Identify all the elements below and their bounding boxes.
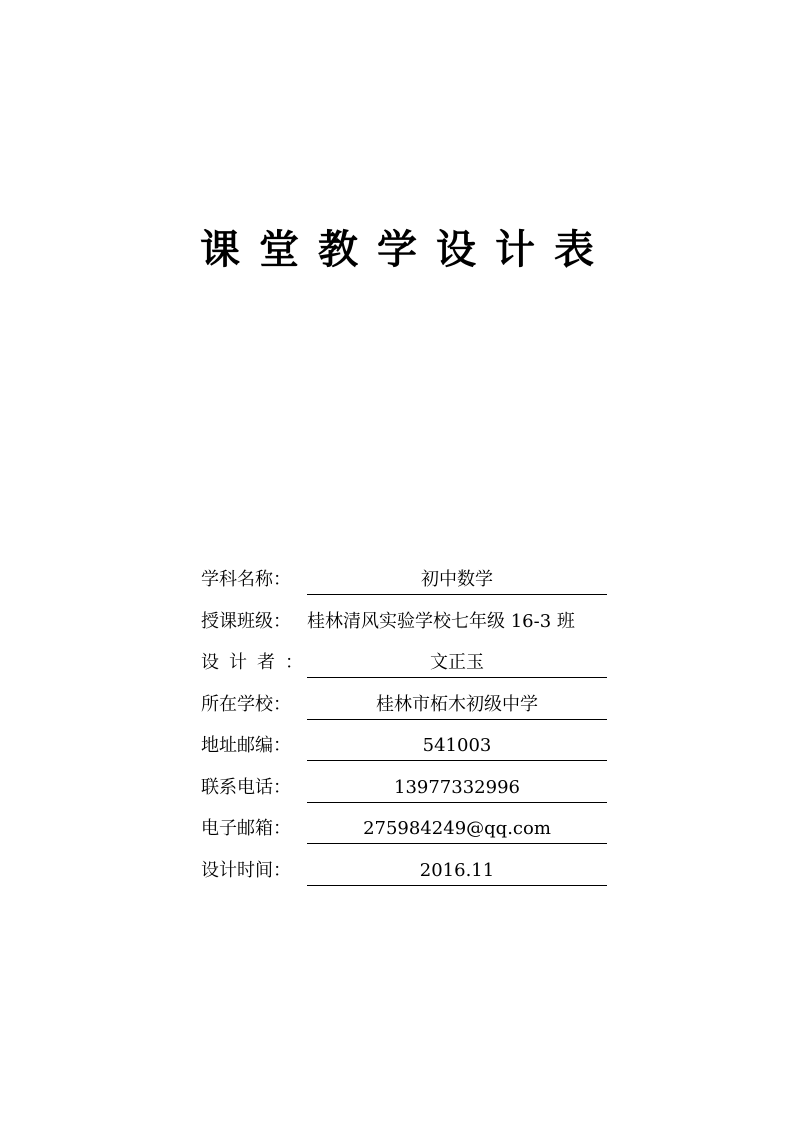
field-label-class: 授课班级： [201, 610, 291, 632]
field-label-postcode: 地址邮编： [201, 735, 291, 756]
field-label-school: 所在学校： [201, 693, 291, 715]
field-value-school [307, 691, 607, 720]
field-label-designer: 设计者： [201, 652, 313, 673]
field-value-postcode-text: 541003 [422, 735, 492, 756]
field-value-designer [307, 649, 607, 678]
field-row-subject [201, 566, 631, 608]
field-value-date [307, 857, 607, 886]
field-row-email [201, 815, 631, 857]
document-title: 课堂教学设计表 [200, 226, 613, 273]
field-value-phone-text: 13977332996 [394, 776, 520, 798]
field-value-class-text: 桂林清风实验学校七年级 16-3 班 [307, 610, 575, 632]
field-value-phone [307, 774, 607, 803]
field-label-email: 电子邮箱： [201, 818, 291, 839]
field-row-postcode [201, 732, 631, 774]
field-value-class [307, 608, 607, 636]
field-row-class [201, 608, 631, 650]
field-value-email [307, 815, 607, 844]
info-block [201, 566, 631, 898]
field-row-school [201, 691, 631, 733]
field-value-school-text: 桂林市柘木初级中学 [376, 693, 538, 715]
field-value-email-text: 275984249@qq.com [363, 818, 551, 839]
field-value-designer-text: 文正玉 [430, 652, 484, 673]
field-value-date-text: 2016.11 [419, 859, 495, 881]
field-row-date [201, 857, 631, 899]
field-row-phone [201, 774, 631, 816]
field-label-subject: 学科名称： [201, 569, 291, 590]
field-label-phone: 联系电话： [201, 776, 291, 798]
field-row-designer [201, 649, 631, 691]
field-value-subject-text: 初中数学 [421, 569, 493, 590]
field-label-date: 设计时间： [201, 859, 291, 881]
field-value-postcode [307, 732, 607, 761]
field-value-subject [307, 566, 607, 595]
